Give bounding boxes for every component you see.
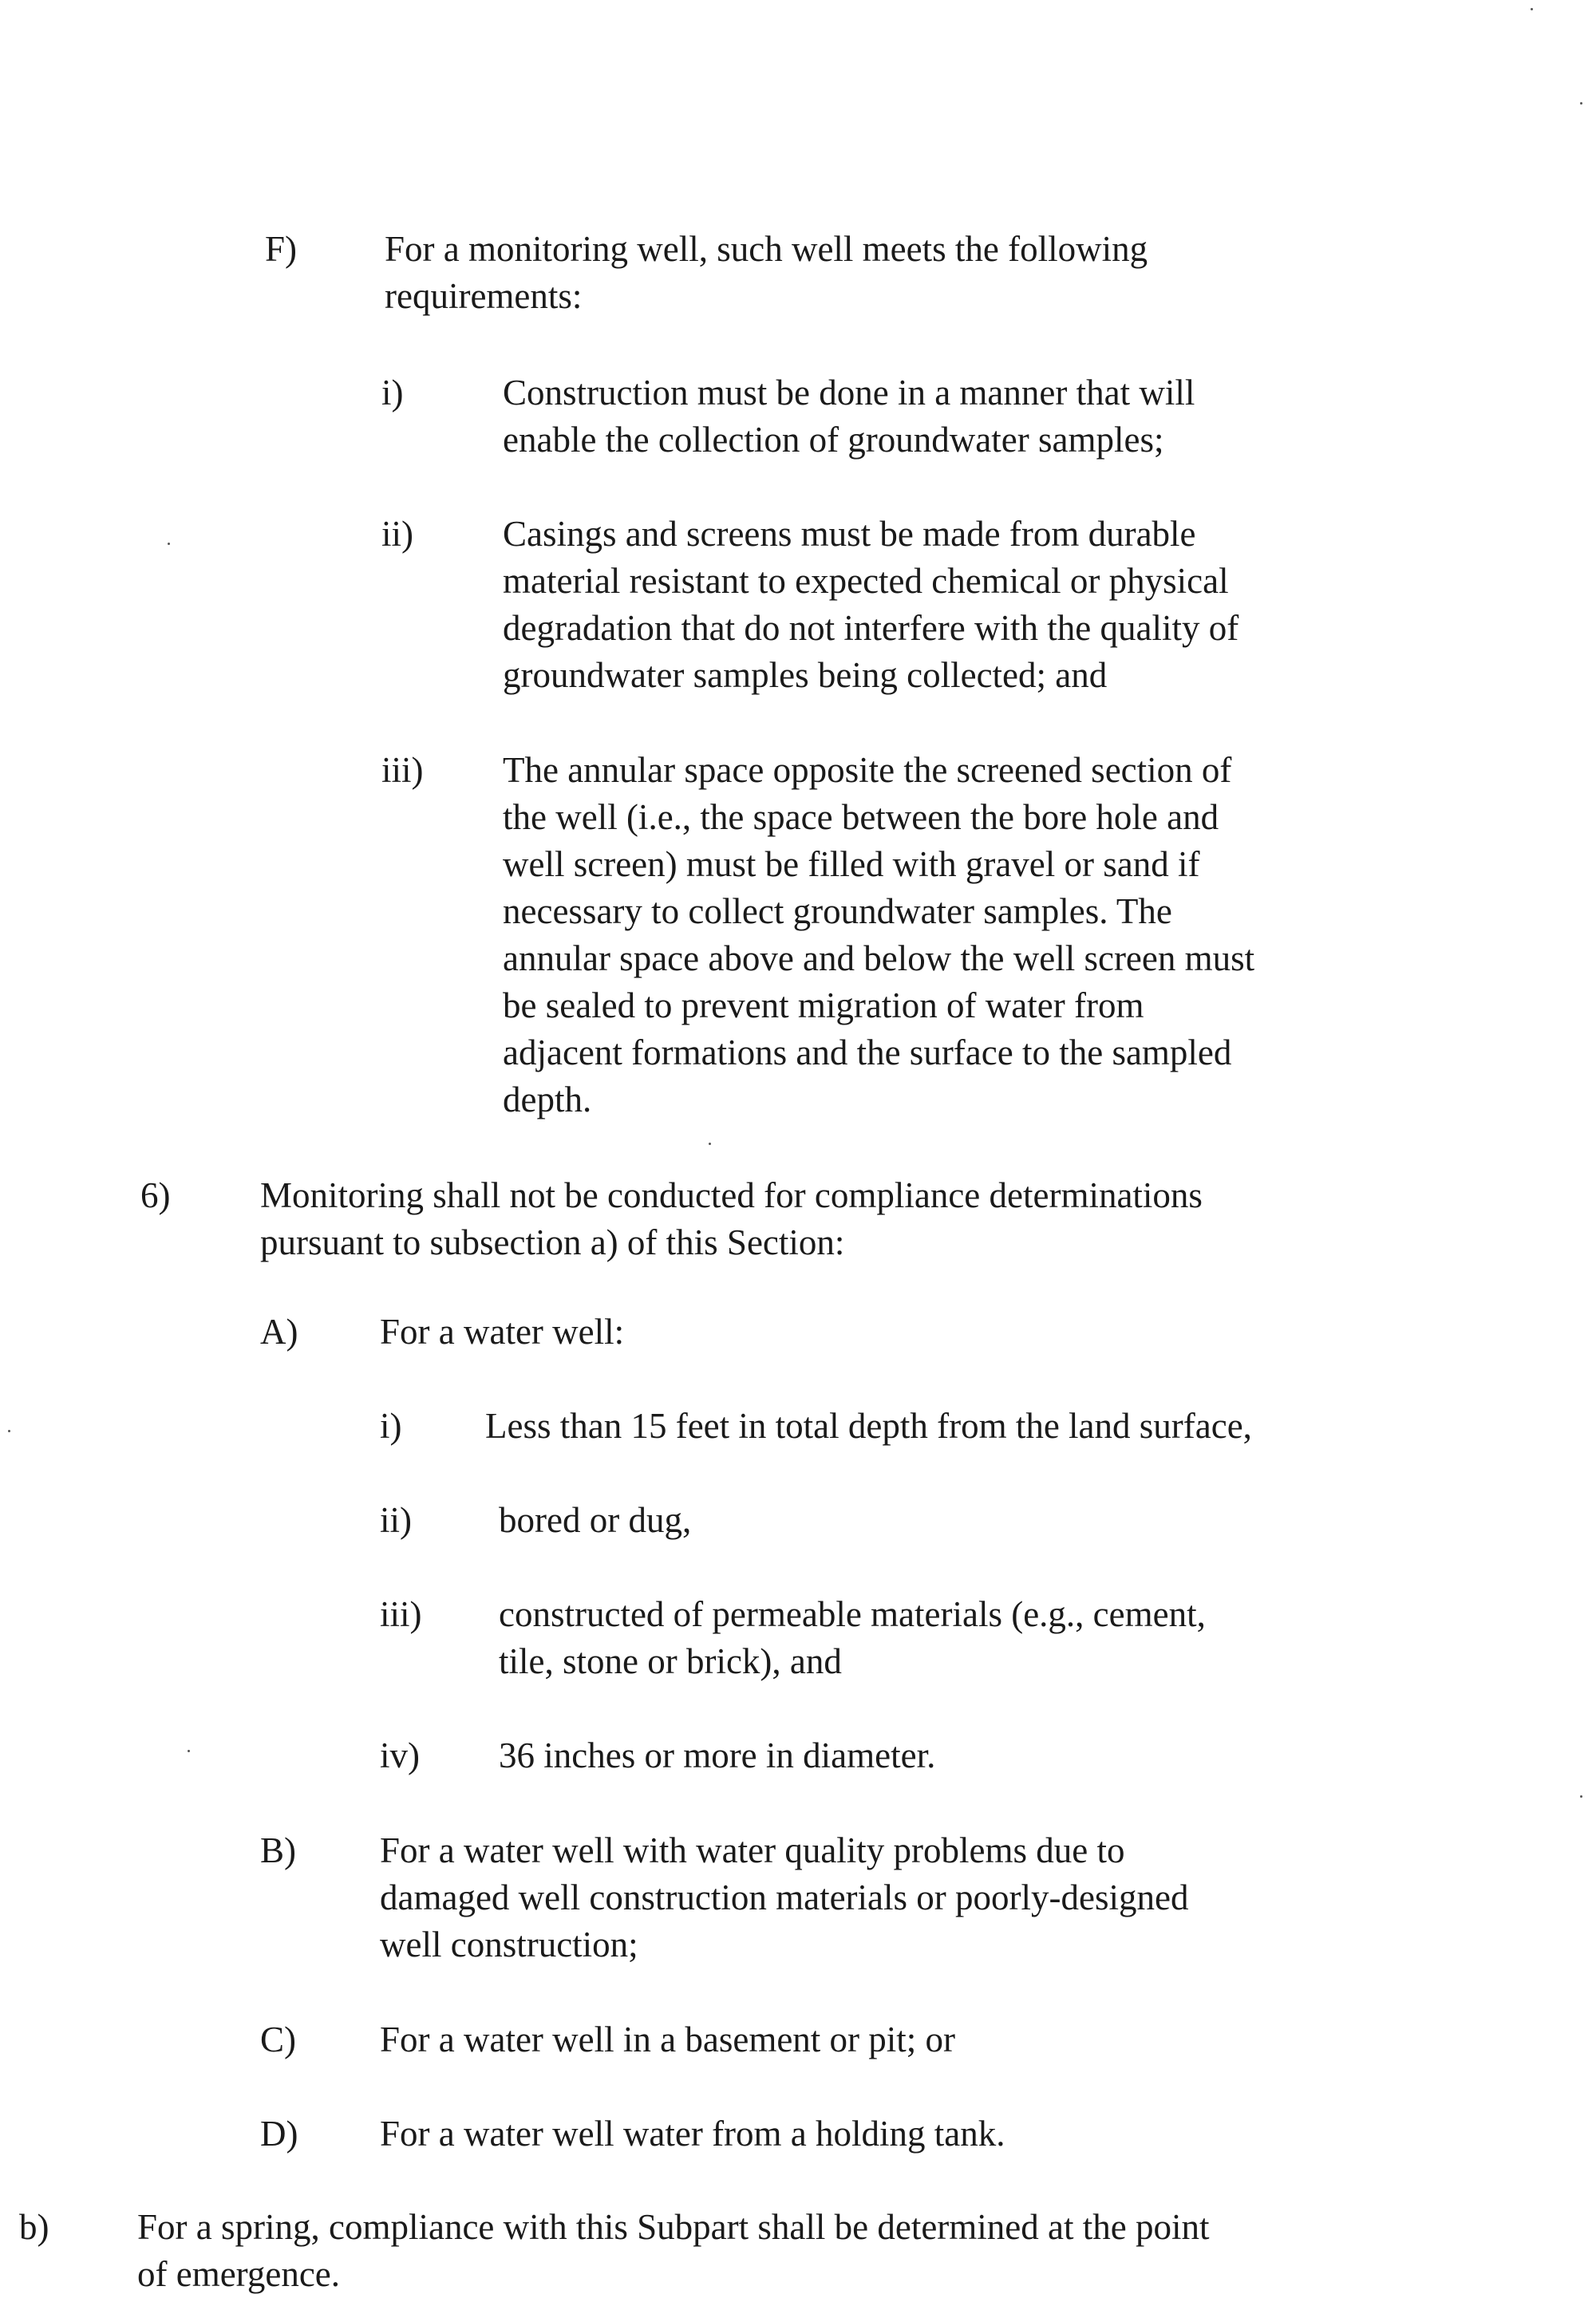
text-line: For a monitoring well, such well meets the following bbox=[385, 229, 1148, 269]
item-d-label: D) bbox=[260, 2114, 298, 2154]
item-6-text bbox=[260, 1172, 1203, 1266]
item-b-upper-label: B) bbox=[260, 1830, 296, 1870]
item-a-iv-text bbox=[499, 1732, 935, 1779]
item-f-i-label: i) bbox=[381, 373, 404, 413]
text-line: material resistant to expected chemical or physical bbox=[503, 561, 1229, 601]
text-line: groundwater samples being collected; and bbox=[503, 655, 1108, 695]
text-line: of emergence. bbox=[137, 2254, 341, 2294]
text-line: Casings and screens must be made from durable bbox=[503, 514, 1196, 554]
text-line: Construction must be done in a manner that will bbox=[503, 373, 1195, 413]
text-line: damaged well construction materials or poorly-designed bbox=[380, 1877, 1189, 1917]
text-line: Monitoring shall not be conducted for compliance determinations bbox=[260, 1175, 1203, 1215]
text-line: necessary to collect groundwater samples. The bbox=[503, 891, 1172, 931]
item-c-label: C) bbox=[260, 2020, 296, 2059]
item-f-ii-text bbox=[503, 511, 1238, 699]
item-6-label: 6) bbox=[140, 1175, 171, 1215]
item-f-text bbox=[385, 226, 1148, 320]
scan-speck bbox=[1580, 1795, 1582, 1798]
item-d-text bbox=[380, 2110, 1005, 2158]
item-a-ii-label: ii) bbox=[380, 1500, 412, 1540]
text-line: requirements: bbox=[385, 276, 583, 316]
text-line: the well (i.e., the space between the bore hole and bbox=[503, 797, 1219, 837]
text-line: bored or dug, bbox=[499, 1500, 692, 1540]
text-line: well construction; bbox=[380, 1925, 638, 1964]
text-line: enable the collection of groundwater samples; bbox=[503, 420, 1164, 460]
item-c-text bbox=[380, 2016, 955, 2063]
text-line: Less than 15 feet in total depth from the land surface, bbox=[485, 1406, 1252, 1446]
item-b-lower-text bbox=[137, 2204, 1209, 2298]
text-line: For a water well with water quality problems due to bbox=[380, 1830, 1125, 1870]
item-f-ii-label: ii) bbox=[381, 514, 413, 554]
text-line: constructed of permeable materials (e.g., cement, bbox=[499, 1594, 1206, 1634]
text-line: depth. bbox=[503, 1080, 592, 1119]
scan-speck bbox=[709, 1143, 711, 1145]
item-a-label: A) bbox=[260, 1312, 298, 1352]
text-line: For a water well: bbox=[380, 1312, 625, 1352]
item-f-label: F) bbox=[265, 229, 298, 269]
item-f-iii-text bbox=[503, 747, 1254, 1123]
text-line: annular space above and below the well screen must bbox=[503, 938, 1255, 978]
text-line: degradation that do not interfere with the quality of bbox=[503, 608, 1239, 648]
text-line: well screen) must be filled with gravel or sand if bbox=[503, 844, 1200, 884]
scan-speck bbox=[188, 1750, 190, 1752]
text-line: For a water well water from a holding tank. bbox=[380, 2114, 1005, 2154]
item-a-iv-label: iv) bbox=[380, 1735, 420, 1775]
scan-speck bbox=[8, 1430, 10, 1432]
item-a-text bbox=[380, 1309, 624, 1356]
text-line: For a spring, compliance with this Subpart shall be determined at the point bbox=[137, 2207, 1210, 2247]
text-line: be sealed to prevent migration of water from bbox=[503, 985, 1144, 1025]
scan-speck bbox=[1580, 102, 1582, 105]
text-line: pursuant to subsection a) of this Section: bbox=[260, 1222, 845, 1262]
text-line: adjacent formations and the surface to the sampled bbox=[503, 1033, 1232, 1072]
scan-speck bbox=[168, 543, 170, 545]
item-b-lower-label: b) bbox=[19, 2207, 49, 2247]
text-line: For a water well in a basement or pit; or bbox=[380, 2020, 956, 2059]
item-a-iii-text bbox=[499, 1591, 1206, 1685]
item-b-upper-text bbox=[380, 1827, 1188, 1968]
text-line: tile, stone or brick), and bbox=[499, 1641, 842, 1681]
text-line: 36 inches or more in diameter. bbox=[499, 1735, 936, 1775]
item-a-iii-label: iii) bbox=[380, 1594, 422, 1634]
item-a-ii-text bbox=[499, 1497, 691, 1544]
text-line: The annular space opposite the screened section of bbox=[503, 750, 1232, 790]
item-f-iii-label: iii) bbox=[381, 750, 424, 790]
item-a-i-text bbox=[485, 1403, 1252, 1450]
scan-speck bbox=[1531, 8, 1533, 10]
item-a-i-label: i) bbox=[380, 1406, 402, 1446]
item-f-i-text bbox=[503, 369, 1195, 464]
